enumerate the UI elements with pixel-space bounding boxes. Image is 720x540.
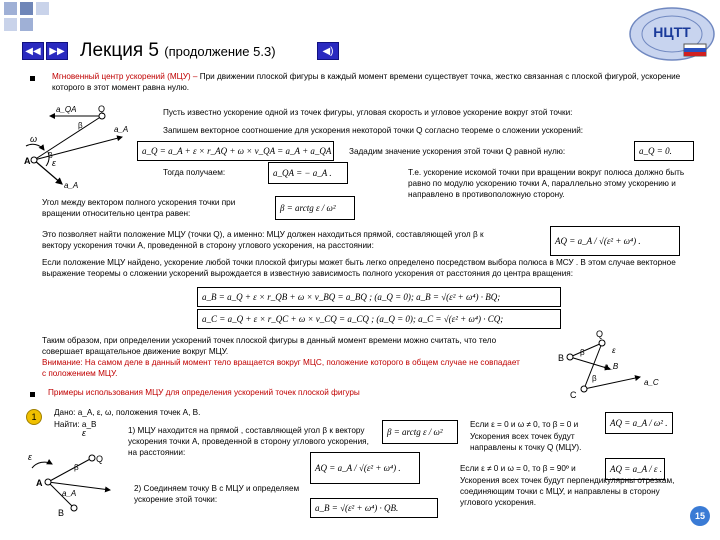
label-eps-4: ε [82,428,86,438]
section1-heading: Мгновенный центр ускорений (МЦУ) – [52,72,200,81]
text-find: Найти: a_B [54,420,97,429]
figure-example [22,428,127,518]
speaker-icon[interactable]: ◀) [317,42,339,60]
logo [626,4,718,64]
prev-arrow-icon[interactable]: ◀◀ [22,42,44,60]
page-subtitle: (продолжение 5.3) [164,44,276,59]
label-aA-2: a_A [64,181,79,190]
bullet [30,76,35,81]
label-aA: a_A [114,125,129,134]
example-number-badge: 1 [26,409,42,425]
label-aC: a_C [644,378,659,387]
formula-aQ: a_Q = a_A + ε × r_AQ + ω × v_QA = a_A + a_QA [137,141,334,161]
formula-beta: β = arctg ε / ω² [275,196,355,220]
text-angle: Угол между вектором полного ускорения точки при вращении относительно центра равен: [42,198,236,218]
label-C: C [570,390,577,400]
label-omega: ω [30,134,38,144]
label-A: A [24,156,31,166]
page-title-text: Лекция 5 [80,40,159,61]
label-eps-3: ε [28,452,32,462]
text-set-zero: Зададим значение ускорения этой точки Q равной нулю: [349,147,566,156]
label-beta: β [78,121,83,130]
bullet-2 [30,392,35,397]
text-explanation: Т.е. ускорение искомой точки при вращении вокруг полюса должно быть равно по модулю ускорению точки A, параллельно этому ускорению и направлено в противоположную сторону. [408,168,685,199]
section2-heading: Примеры использования МЦУ для определения ускорений точек плоской фигуры [48,388,360,397]
text-known-acceleration: Пусть известно ускорение одной из точек фигуры, угловая скорость и угловое ускорение вокруг этой точки: [163,108,573,117]
section1-intro [52,72,692,94]
formula-aB-2: a_B = √(ε² + ω⁴) · QB. [310,498,438,518]
formula-AQ: AQ = a_A / √(ε² + ω⁴) . [550,226,680,256]
formula-aC: a_C = a_Q + ε × r_QC + ω × v_CQ = a_CQ ; (a_Q = 0); a_C = √(ε² + ω⁴) · CQ; [197,309,561,329]
formula-aQA: a_QA = − a_A . [268,162,348,184]
label-aB: a_B [604,362,619,371]
text-given: Дано: a_A, ε, ω, положения точек A, B. [54,408,201,417]
label-aQA: a_QA [56,105,77,114]
formula-aB: a_B = a_Q + ε × r_QB + ω × v_BQ = a_BQ ; (a_Q = 0); a_B = √(ε² + ω⁴) · BQ; [197,287,561,307]
title-bar [22,40,70,62]
formula-AQ-3: AQ = a_A / ω² . [605,412,673,434]
page-title [80,40,276,62]
text-case1: Если ε = 0 и ω ≠ 0, то β = 0 и [470,420,579,429]
label-aA-3: a_A [62,489,77,498]
label-Q: Q [98,104,106,114]
formula-aQ-zero: a_Q = 0. [634,141,694,161]
logo-text: НЦТТ [653,24,691,40]
text-attention: Внимание: На самом деле в данный момент тело вращается вокруг МЦС, положение которого в общем случае не совпадает с положением МЦУ. [42,358,520,378]
formula-beta-2: β = arctg ε / ω² [382,420,458,444]
label-eps-2: ε [612,346,616,355]
text-then: Тогда получаем: [163,168,226,177]
label-Q-3: Q [96,454,104,464]
page-number: 15 [690,506,710,526]
text-conclusion: Таким образом, при определении ускорений точек плоской фигуры в данный момент времени можно считать, что тело совершает вращательное движение вокруг МЦУ. [42,336,497,356]
formula-AQ-2: AQ = a_A / √(ε² + ω⁴) . [310,452,420,484]
text-case2b: Ускорения всех точек будут перпендикулярны отрезкам, соединяющим точки с МЦУ, и направлены в сторону углового ускорения. [460,476,675,507]
text-find-mcu: Это позволяет найти положение МЦУ (точки Q), а именно: МЦУ должен находиться прямой, составляющей угол β к вектору ускорения точки A, проведенной в сторону углового ускорения, на расстоянии: [42,230,484,250]
text-step1: 1) МЦУ находится на прямой , составляющей угол β к вектору ускорения точки A, проведенной в сторону углового ускорения, на расстоянии: [128,426,369,457]
text-mcu-found: Если положение МЦУ найдено, ускорение любой точки плоской фигуры может быть легко определено посредством выбора полюса в МСУ . В этом случае векторное выражение теоремы о сложении ускорений вырождается в известную зависимость полного ускорения от расстояния до центра вращения: [42,258,676,278]
label-beta-2: β [48,151,53,160]
label-beta-4: β [592,374,597,383]
text-vector-relation: Запишем векторное соотношение для ускорения некоторой точки Q согласно теореме о сложении ускорений: [163,126,584,135]
decorative-squares [0,0,60,40]
next-arrow-icon[interactable]: ▶▶ [46,42,68,60]
label-B: B [558,353,565,363]
label-eps: ε [52,158,56,168]
label-beta-3: β [580,348,585,357]
text-case1b: Ускорения всех точек будут направлены к точку Q (МЦУ). [470,432,582,452]
section1-text: При движении плоской фигуры в каждый момент времени существует точка, жестко связанная с плоской фигурой, ускорение которого в этот момент равна нулю. [52,72,681,92]
label-A-2: A [36,478,43,488]
label-Q-2: Q [596,329,604,339]
text-case2: Если ε ≠ 0 и ω = 0, то β = 90º и [460,464,576,473]
text-step2: 2) Соединяем точку B с МЦУ и определяем ускорение этой точки: [134,484,300,504]
label-beta-5: β [74,463,79,472]
label-B-2: B [58,508,65,518]
figure-points-BC [540,325,710,400]
formula-AQ-4: AQ = a_A / ε . [605,458,665,480]
